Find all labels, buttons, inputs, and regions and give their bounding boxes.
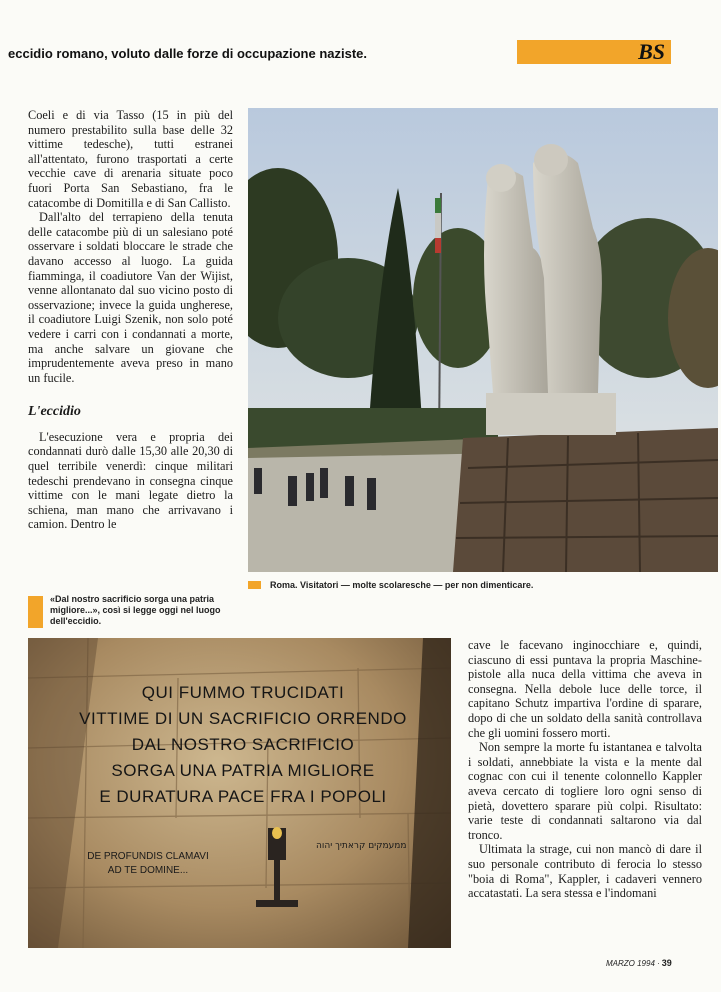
photo-caption-text: Roma. Visitatori — molte scolaresche — per non dimenticare. bbox=[270, 580, 534, 590]
paragraph: Non sempre la morte fu istantanea e talvolta i soldati, annebbiate la vista e la mente dal cognac con cui il tenente colonnello Kappler aveva cercato di togliere loro ogni senso di pietà, dovettero sparare più colpi. Risultato: varie teste di condannati saltarono via dal tronco. bbox=[468, 740, 702, 842]
paragraph: L'esecuzione vera e propria dei condannati durò dalle 15,30 alle 20,30 di quel terribile venerdì: cinque militari tedeschi prendevano in consegna cinque vittime con le mani legate dietro la schiena, man mano che arrivavano i camion. Dentro le bbox=[28, 429, 233, 532]
monument-illustration bbox=[248, 108, 718, 572]
plaque-latin bbox=[83, 850, 213, 878]
section-tag-label: BS bbox=[638, 39, 665, 64]
paragraph: Ultimata la strage, cui non mancò di dare il suo personale contributo di ferocia lo stesso "boia di Roma", Kappler, i cadaveri vennero accatastati. La sera stessa e l'indomani bbox=[468, 842, 702, 901]
left-text-column bbox=[28, 108, 233, 532]
plaque-photo bbox=[28, 638, 451, 948]
photo-caption bbox=[248, 580, 533, 590]
page-footer bbox=[606, 958, 672, 968]
page-number: 39 bbox=[661, 958, 672, 968]
plaque-line: DAL NOSTRO SACRIFICIO bbox=[131, 735, 355, 754]
plaque-inscription bbox=[68, 680, 418, 810]
right-text-column bbox=[468, 638, 702, 901]
plaque-small-line: DE PROFUNDIS CLAMAVI bbox=[87, 851, 209, 862]
plaque-line: VITTIME DI UN SACRIFICIO ORRENDO bbox=[79, 709, 407, 728]
subheading: L'eccidio bbox=[28, 404, 81, 420]
plaque-line: QUI FUMMO TRUCIDATI bbox=[141, 683, 345, 702]
caption-marker bbox=[248, 581, 261, 589]
issue-date: MARZO 1994 · bbox=[606, 959, 660, 968]
running-title: eccidio romano, voluto dalle forze di occupazione naziste. bbox=[8, 46, 368, 61]
paragraph: Dall'alto del terrapieno della tenuta delle catacombe più di un salesiano poté osservare i soldati bloccare le strade che davano accesso al luogo. La guida fiamminga, il coadiutore Van der Wijist, venne allontanato dal suo vicino posto di osservazione; invece la guida ungherese, il coadiutore Luigi Szenik, non solo poté vedere i carri con i condannati a morte, ma anche salvare un giovane che imprudentemente aveva preso in mano un fucile. bbox=[28, 210, 233, 385]
candle-holder bbox=[256, 827, 298, 907]
section-tag bbox=[517, 40, 671, 64]
monument-photo bbox=[248, 108, 718, 572]
plaque-line: E DURATURA PACE FRA I POPOLI bbox=[99, 787, 387, 806]
plaque-hebrew: ממעמקים קראתיך יהוה bbox=[316, 841, 407, 851]
plaque-small-line: AD TE DOMINE... bbox=[107, 865, 189, 876]
pull-quote bbox=[28, 594, 250, 627]
paragraph: Coeli e di via Tasso (15 in più del numero prestabilito sulla base delle 32 vittime tedesche), tutti estranei all'attentato, furono trasportati a certe vecchie cave di arenaria situate poco fuori Porta San Sebastiano, fra le catacombe di Domitilla e di San Callisto. bbox=[28, 108, 233, 210]
paragraph: cave le facevano inginocchiare e, quindi, ciascuno di essi puntava la propria Maschine-pistole alla nuca della vittima che aveva in consegna. Nella debole luce delle torce, il capitano Schutz impartiva l'ordine di sparare, dopo di che un soldato della sanità controllava che gli uomini fossero morti. bbox=[468, 638, 702, 740]
pull-quote-text: «Dal nostro sacrificio sorga una patria migliore...», così si legge oggi nel luogo dell'eccidio. bbox=[50, 594, 221, 626]
plaque-line: SORGA UNA PATRIA MIGLIORE bbox=[111, 761, 375, 780]
pull-quote-bar bbox=[28, 596, 43, 628]
